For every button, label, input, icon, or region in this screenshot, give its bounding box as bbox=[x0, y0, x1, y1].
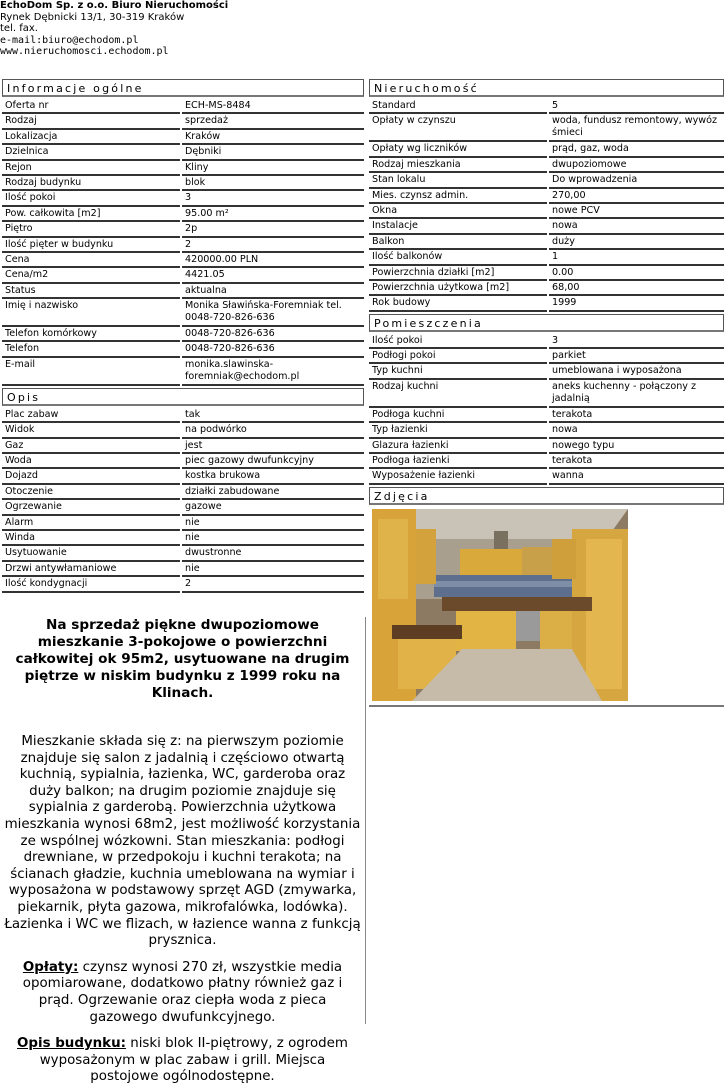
general-label: Oferta nr bbox=[2, 99, 180, 114]
property-label: Ilość balkonów bbox=[369, 250, 547, 265]
general-row bbox=[2, 238, 364, 253]
rooms-value: wanna bbox=[549, 469, 724, 484]
property-label: Rodzaj mieszkania bbox=[369, 158, 547, 173]
property-value: dwupoziomowe bbox=[549, 158, 724, 173]
rooms-label: Typ kuchni bbox=[369, 364, 547, 379]
property-row bbox=[369, 142, 724, 157]
description-body: Mieszkanie składa się z: na pierwszym poziomie znajduje się salon z jadalnią i częściowo otwartą kuchnią, sypialnia, łazienka, WC, garderoba oraz duży balkon; na drugim poziomie znajduje się sypialnia z garderobą. Powierzchnia użytkowa mieszkania wynosi 68m2, jest możliwość korzystania ze wspólnej wózkowni. Stan mieszkania: podłogi drewniane, w przedpokoju i kuchni terakota; na ścianach gładzie, kuchnia umeblowana na wymiar i wyposażona w podstawowy sprzęt AGD (zmywarka, piekarnik, płyta gazowa, mikrofalówka, lodówka). Łazienka i WC we flizach, w łazience wanna z funkcją prysznica. bbox=[4, 734, 361, 949]
general-value: blok bbox=[182, 176, 364, 191]
general-label: Telefon bbox=[2, 342, 180, 357]
rooms-row bbox=[369, 408, 724, 423]
general-label: Pow. całkowita [m2] bbox=[2, 207, 180, 222]
property-value: nowa bbox=[549, 219, 724, 234]
rooms-row bbox=[369, 454, 724, 469]
opis-value: jest bbox=[182, 439, 364, 454]
property-row bbox=[369, 158, 724, 173]
property-row bbox=[369, 204, 724, 219]
opis-value: nie bbox=[182, 531, 364, 546]
opis-row bbox=[2, 500, 364, 515]
agency-name: EchoDom Sp. z o.o. Biuro Nieruchomości bbox=[0, 0, 229, 11]
general-value: 0048-720-826-636 bbox=[182, 342, 364, 357]
opis-label: Gaz bbox=[2, 439, 180, 454]
opis-row bbox=[2, 516, 364, 531]
description bbox=[0, 617, 366, 1085]
property-label: Rok budowy bbox=[369, 296, 547, 311]
opis-value: nie bbox=[182, 562, 364, 577]
opis-row bbox=[2, 562, 364, 577]
section-title-rooms: Pomieszczenia bbox=[369, 314, 724, 332]
property-label: Powierzchnia użytkowa [m2] bbox=[369, 281, 547, 296]
property-value: 270,00 bbox=[549, 189, 724, 204]
property-value: 68,00 bbox=[549, 281, 724, 296]
fees-label: Opłaty: bbox=[22, 959, 79, 975]
general-value: 3 bbox=[182, 191, 364, 206]
rooms-label: Podłoga łazienki bbox=[369, 454, 547, 469]
opis-row bbox=[2, 546, 364, 561]
general-value: Monika Sławińska-Foremniak tel. 0048-720-826-636 bbox=[182, 299, 364, 327]
general-value: 0048-720-826-636 bbox=[182, 327, 364, 342]
general-label: Ilość pięter w budynku bbox=[2, 238, 180, 253]
opis-row bbox=[2, 454, 364, 469]
opis-label: Widok bbox=[2, 423, 180, 438]
property-value: duży bbox=[549, 235, 724, 250]
property-value: 0.00 bbox=[549, 266, 724, 281]
photo-gallery bbox=[369, 507, 724, 707]
general-row bbox=[2, 114, 364, 129]
general-row bbox=[2, 207, 364, 222]
rooms-value: nowa bbox=[549, 423, 724, 438]
opis-table bbox=[2, 408, 364, 593]
rooms-label: Podłogi pokoi bbox=[369, 349, 547, 364]
general-value: monika.slawinska-foremniak@echodom.pl bbox=[182, 358, 364, 386]
property-table bbox=[369, 99, 724, 312]
opis-value: 2 bbox=[182, 577, 364, 592]
general-value: 420000.00 PLN bbox=[182, 253, 364, 268]
agency-phone: tel. fax. bbox=[0, 23, 38, 35]
rooms-label: Typ łazienki bbox=[369, 423, 547, 438]
opis-row bbox=[2, 485, 364, 500]
property-label: Balkon bbox=[369, 235, 547, 250]
general-row bbox=[2, 284, 364, 299]
opis-value: nie bbox=[182, 516, 364, 531]
property-row bbox=[369, 250, 724, 265]
general-label: Rejon bbox=[2, 161, 180, 176]
general-value: 95.00 m² bbox=[182, 207, 364, 222]
general-row bbox=[2, 327, 364, 342]
opis-row bbox=[2, 423, 364, 438]
description-lead: Na sprzedaż piękne dwupoziomowe mieszkanie 3-pokojowe o powierzchni całkowitej ok 95m2, usytuowane na drugim piętrze w niskim budynku z 1999 roku na Klinach. bbox=[15, 617, 350, 701]
opis-label: Woda bbox=[2, 454, 180, 469]
general-value: Kliny bbox=[182, 161, 364, 176]
general-value: 2 bbox=[182, 238, 364, 253]
property-value: woda, fundusz remontowy, wywóz śmieci bbox=[549, 114, 724, 142]
opis-label: Ogrzewanie bbox=[2, 500, 180, 515]
agency-www: www.nieruchomosci.echodom.pl bbox=[0, 46, 169, 58]
general-label: Cena bbox=[2, 253, 180, 268]
rooms-value: umeblowana i wyposażona bbox=[549, 364, 724, 379]
property-row bbox=[369, 173, 724, 188]
rooms-row bbox=[369, 423, 724, 438]
rooms-row bbox=[369, 334, 724, 349]
rooms-row bbox=[369, 380, 724, 408]
general-label: Telefon komórkowy bbox=[2, 327, 180, 342]
opis-value: piec gazowy dwufunkcyjny bbox=[182, 454, 364, 469]
opis-row bbox=[2, 439, 364, 454]
opis-value: tak bbox=[182, 408, 364, 423]
property-value: prąd, gaz, woda bbox=[549, 142, 724, 157]
property-label: Mies. czynsz admin. bbox=[369, 189, 547, 204]
description-fees bbox=[4, 960, 361, 1026]
rooms-row bbox=[369, 469, 724, 484]
general-label: Piętro bbox=[2, 222, 180, 237]
rooms-value: 3 bbox=[549, 334, 724, 349]
general-row bbox=[2, 358, 364, 386]
rooms-label: Ilość pokoi bbox=[369, 334, 547, 349]
general-row bbox=[2, 191, 364, 206]
rooms-row bbox=[369, 349, 724, 364]
general-label: Lokalizacja bbox=[2, 130, 180, 145]
building-label: Opis budynku: bbox=[17, 1036, 126, 1052]
rooms-label: Glazura łazienki bbox=[369, 439, 547, 454]
property-value: 1999 bbox=[549, 296, 724, 311]
agency-address: Rynek Dębnicki 13/1, 30-319 Kraków bbox=[0, 11, 185, 23]
building-text: niski blok II-piętrowy, z ogrodem wyposażonym w plac zabaw i grill. Miejsca postojowe ogólnodostępne. bbox=[39, 1036, 348, 1085]
opis-row bbox=[2, 577, 364, 592]
rooms-table bbox=[369, 334, 724, 485]
agency-header bbox=[0, 0, 228, 58]
opis-value: dwustronne bbox=[182, 546, 364, 561]
general-label: Cena/m2 bbox=[2, 268, 180, 283]
agency-email: e-mail:biuro@echodom.pl bbox=[0, 34, 139, 46]
property-row bbox=[369, 281, 724, 296]
rooms-row bbox=[369, 364, 724, 379]
general-label: Rodzaj bbox=[2, 114, 180, 129]
general-row bbox=[2, 299, 364, 327]
general-label: Rodzaj budynku bbox=[2, 176, 180, 191]
property-row bbox=[369, 296, 724, 311]
general-row bbox=[2, 145, 364, 160]
opis-row bbox=[2, 469, 364, 484]
section-title-opis: Opis bbox=[2, 388, 364, 406]
opis-label: Drzwi antywłamaniowe bbox=[2, 562, 180, 577]
property-row bbox=[369, 99, 724, 114]
property-label: Instalacje bbox=[369, 219, 547, 234]
property-label: Powierzchnia działki [m2] bbox=[369, 266, 547, 281]
opis-value: działki zabudowane bbox=[182, 485, 364, 500]
property-label: Stan lokalu bbox=[369, 173, 547, 188]
general-row bbox=[2, 268, 364, 283]
rooms-value: parkiet bbox=[549, 349, 724, 364]
opis-row bbox=[2, 531, 364, 546]
general-value: 2p bbox=[182, 222, 364, 237]
general-label: Imię i nazwisko bbox=[2, 299, 180, 327]
general-label: E-mail bbox=[2, 358, 180, 386]
opis-value: na podwórko bbox=[182, 423, 364, 438]
property-row bbox=[369, 219, 724, 234]
general-value: aktualna bbox=[182, 284, 364, 299]
property-row bbox=[369, 189, 724, 204]
opis-row bbox=[2, 408, 364, 423]
property-row bbox=[369, 235, 724, 250]
rooms-label: Podłoga kuchni bbox=[369, 408, 547, 423]
property-label: Standard bbox=[369, 99, 547, 114]
rooms-label: Wyposażenie łazienki bbox=[369, 469, 547, 484]
property-row bbox=[369, 266, 724, 281]
general-value: Dębniki bbox=[182, 145, 364, 160]
opis-label: Ilość kondygnacji bbox=[2, 577, 180, 592]
general-row bbox=[2, 161, 364, 176]
general-row bbox=[2, 99, 364, 114]
property-value: Do wprowadzenia bbox=[549, 173, 724, 188]
rooms-value: terakota bbox=[549, 408, 724, 423]
kitchen-photo[interactable] bbox=[372, 509, 628, 701]
property-label: Okna bbox=[369, 204, 547, 219]
rooms-value: aneks kuchenny - połączony z jadalnią bbox=[549, 380, 724, 408]
kitchen-photo-image bbox=[372, 509, 628, 701]
fees-text: czynsz wynosi 270 zł, wszystkie media opomiarowane, dodatkowo płatny również gaz i prąd. Ogrzewanie oraz ciepła woda z pieca gazowego dwufunkcyjnego. bbox=[22, 959, 343, 1025]
property-label: Opłaty w czynszu bbox=[369, 114, 547, 142]
general-value: sprzedaż bbox=[182, 114, 364, 129]
rooms-value: nowego typu bbox=[549, 439, 724, 454]
property-value: 5 bbox=[549, 99, 724, 114]
general-table bbox=[2, 99, 364, 386]
description-building bbox=[4, 1036, 361, 1086]
general-row bbox=[2, 342, 364, 357]
general-value: 4421.05 bbox=[182, 268, 364, 283]
right-column bbox=[369, 79, 724, 707]
general-row bbox=[2, 222, 364, 237]
opis-label: Winda bbox=[2, 531, 180, 546]
opis-label: Alarm bbox=[2, 516, 180, 531]
general-row bbox=[2, 176, 364, 191]
section-title-general: Informacje ogólne bbox=[2, 79, 364, 97]
property-label: Opłaty wg liczników bbox=[369, 142, 547, 157]
general-value: Kraków bbox=[182, 130, 364, 145]
general-row bbox=[2, 253, 364, 268]
section-title-photos: Zdjęcia bbox=[369, 487, 724, 505]
section-title-property: Nieruchomość bbox=[369, 79, 724, 97]
rooms-row bbox=[369, 439, 724, 454]
opis-label: Otoczenie bbox=[2, 485, 180, 500]
opis-value: gazowe bbox=[182, 500, 364, 515]
left-column bbox=[2, 79, 364, 593]
general-row bbox=[2, 130, 364, 145]
general-label: Status bbox=[2, 284, 180, 299]
opis-label: Dojazd bbox=[2, 469, 180, 484]
general-value: ECH-MS-8484 bbox=[182, 99, 364, 114]
general-label: Dzielnica bbox=[2, 145, 180, 160]
general-label: Ilość pokoi bbox=[2, 191, 180, 206]
opis-label: Usytuowanie bbox=[2, 546, 180, 561]
opis-label: Plac zabaw bbox=[2, 408, 180, 423]
property-value: nowe PCV bbox=[549, 204, 724, 219]
rooms-label: Rodzaj kuchni bbox=[369, 380, 547, 408]
property-row bbox=[369, 114, 724, 142]
opis-value: kostka brukowa bbox=[182, 469, 364, 484]
property-value: 1 bbox=[549, 250, 724, 265]
rooms-value: terakota bbox=[549, 454, 724, 469]
